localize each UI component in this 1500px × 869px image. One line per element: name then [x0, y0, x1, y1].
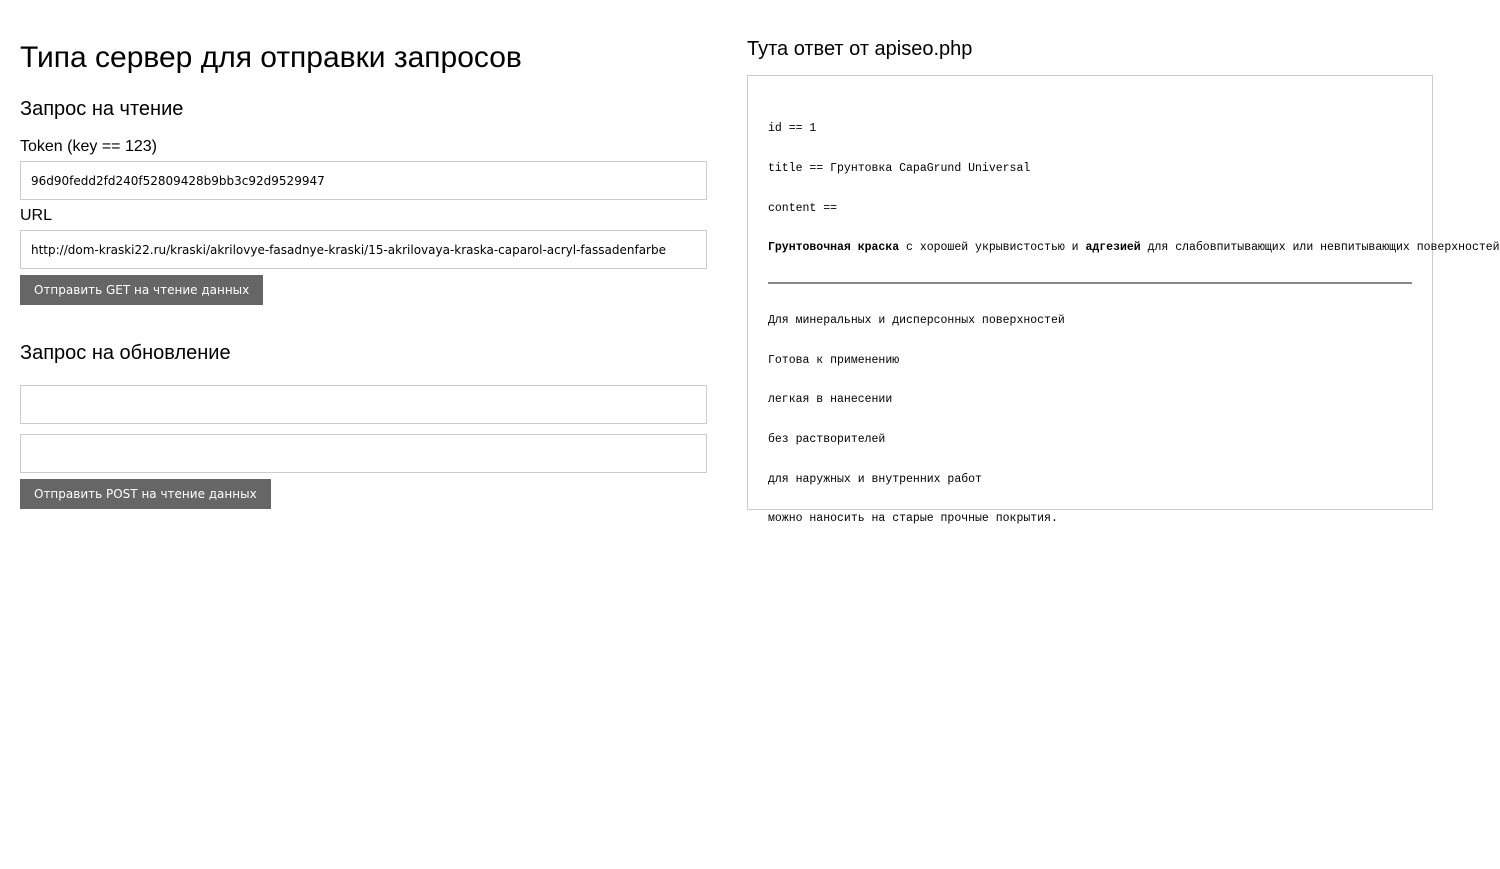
update-field-2[interactable]: [20, 434, 707, 473]
send-get-button[interactable]: Отправить GET на чтение данных: [20, 275, 263, 305]
content-text-2: для слабовпитывающих или невпитывающих поверхностей: [1140, 241, 1500, 255]
response-content-label: content ==: [768, 201, 838, 215]
list-item: можно наносить на старые прочные покрытия.: [768, 512, 1058, 526]
list-item: для наружных и внутренних работ: [768, 472, 982, 486]
bold-term-1: Грунтовочная краска: [768, 241, 900, 255]
response-text: [768, 96, 1500, 552]
response-title-line: title == Грунтовка CapaGrund Universal: [768, 162, 1031, 176]
list-item: Готова к применению: [768, 353, 900, 367]
list-item: Для минеральных и дисперсонных поверхностей: [768, 314, 1065, 328]
content-divider: [768, 282, 1412, 284]
list-item: без растворителей: [768, 433, 886, 447]
response-content-intro: [768, 241, 1500, 255]
token-input[interactable]: [20, 161, 707, 200]
send-post-button[interactable]: Отправить POST на чтение данных: [20, 479, 271, 509]
update-field-1[interactable]: [20, 385, 707, 424]
url-label: URL: [20, 207, 53, 224]
update-section-title: Запрос на обновление: [20, 342, 231, 364]
read-section-title: Запрос на чтение: [20, 98, 184, 120]
response-output[interactable]: [747, 75, 1500, 526]
response-id-line: id == 1: [768, 122, 817, 136]
list-item: легкая в нанесении: [768, 393, 893, 407]
page-title: Типа сервер для отправки запросов: [20, 41, 522, 74]
token-label: Token (key == 123): [20, 138, 157, 155]
bold-term-2: адгезией: [1085, 241, 1141, 255]
response-title: Тута ответ от apiseo.php: [747, 38, 973, 60]
url-input[interactable]: [20, 230, 707, 269]
content-text-1: с хорошей укрывистостью и: [899, 241, 1086, 255]
